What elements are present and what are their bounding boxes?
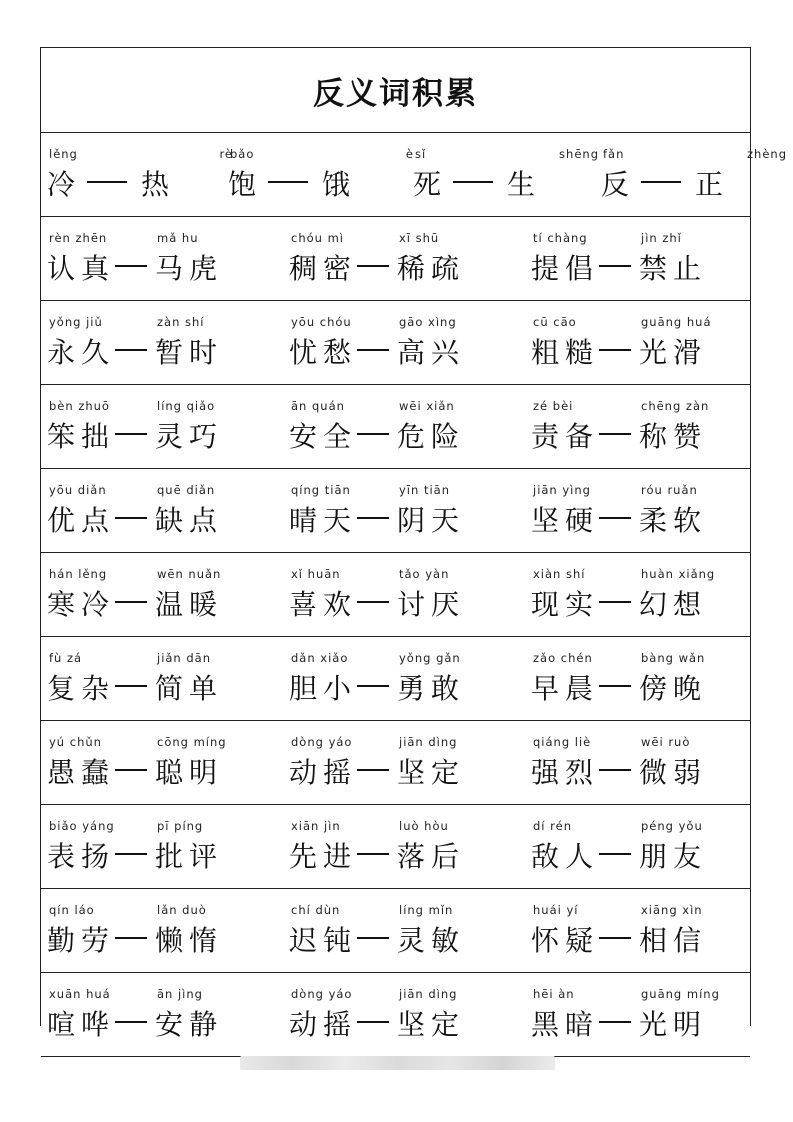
antonym-pair bbox=[289, 553, 529, 637]
hanzi-word-b: 饿 bbox=[322, 168, 357, 201]
hanzi-word-a: 敌人 bbox=[531, 840, 600, 873]
pinyin-word-b: péng yǒu bbox=[641, 819, 703, 833]
antonym-pair bbox=[289, 889, 529, 973]
hanzi-word-a: 优点 bbox=[47, 504, 116, 537]
hanzi-word-b: 光滑 bbox=[639, 336, 708, 369]
pinyin-word-a: bèn zhuō bbox=[49, 399, 110, 413]
antonym-dash bbox=[357, 685, 389, 687]
antonym-pair bbox=[47, 889, 287, 973]
antonym-row bbox=[41, 721, 750, 805]
antonym-pair bbox=[289, 637, 529, 721]
hanzi-word-a: 责备 bbox=[531, 420, 600, 453]
antonym-pair bbox=[228, 133, 418, 217]
pinyin-word-a: chí dùn bbox=[291, 903, 341, 917]
pinyin-word-a: lěng bbox=[49, 147, 78, 161]
hanzi-word-b: 勇敢 bbox=[397, 672, 466, 705]
hanzi-word-b: 落后 bbox=[397, 840, 466, 873]
pinyin-word-b: ān jìng bbox=[157, 987, 203, 1001]
hanzi-word-b: 禁止 bbox=[639, 252, 708, 285]
antonym-dash bbox=[599, 517, 631, 519]
pinyin-word-b: luò hòu bbox=[399, 819, 449, 833]
hanzi-word-b: 讨厌 bbox=[397, 588, 466, 621]
antonym-sheet bbox=[40, 47, 787, 1041]
hanzi-word-a: 提倡 bbox=[531, 252, 600, 285]
pinyin-word-a: chóu mì bbox=[291, 231, 344, 245]
antonym-pair bbox=[47, 217, 287, 301]
antonym-row bbox=[41, 553, 750, 637]
hanzi-word-a: 迟钝 bbox=[289, 924, 358, 957]
pinyin-word-a: tí chàng bbox=[533, 231, 588, 245]
pinyin-word-a: qiáng liè bbox=[533, 735, 592, 749]
antonym-pair bbox=[47, 385, 287, 469]
pinyin-word-b: wēn nuǎn bbox=[157, 567, 222, 581]
hanzi-word-a: 寒冷 bbox=[47, 588, 116, 621]
hanzi-word-b: 坚定 bbox=[397, 756, 466, 789]
antonym-dash bbox=[599, 433, 631, 435]
antonym-dash bbox=[115, 433, 147, 435]
antonym-dash bbox=[599, 349, 631, 351]
pinyin-word-b: huàn xiǎng bbox=[641, 567, 716, 581]
pinyin-word-a: jiān yìng bbox=[533, 483, 591, 497]
pinyin-word-a: huái yí bbox=[533, 903, 579, 917]
pinyin-word-a: dòng yáo bbox=[291, 987, 353, 1001]
antonym-pair bbox=[531, 721, 771, 805]
pinyin-word-a: hēi àn bbox=[533, 987, 575, 1001]
pinyin-word-b: guāng míng bbox=[641, 987, 720, 1001]
pinyin-word-b: wēi xiǎn bbox=[399, 399, 455, 413]
hanzi-word-b: 坚定 bbox=[397, 1008, 466, 1041]
antonym-dash bbox=[599, 265, 631, 267]
hanzi-word-a: 先进 bbox=[289, 840, 358, 873]
pinyin-word-a: cū cāo bbox=[533, 315, 577, 329]
pinyin-word-b: chēng zàn bbox=[641, 399, 710, 413]
pinyin-word-a: xǐ huān bbox=[291, 567, 341, 581]
hanzi-word-a: 动摇 bbox=[289, 1008, 358, 1041]
pinyin-word-b: yǒng gǎn bbox=[399, 651, 461, 665]
antonym-dash bbox=[87, 181, 127, 183]
antonym-pair bbox=[47, 721, 287, 805]
hanzi-word-b: 生 bbox=[507, 168, 542, 201]
antonym-dash bbox=[115, 349, 147, 351]
hanzi-word-b: 暂时 bbox=[155, 336, 224, 369]
antonym-dash bbox=[115, 517, 147, 519]
hanzi-word-a: 喜欢 bbox=[289, 588, 358, 621]
hanzi-word-b: 热 bbox=[141, 168, 176, 201]
hanzi-word-b: 批评 bbox=[155, 840, 224, 873]
antonym-row bbox=[41, 889, 750, 973]
pinyin-word-b: zhèng bbox=[747, 147, 787, 161]
pinyin-word-a: sǐ bbox=[415, 147, 427, 161]
hanzi-word-a: 饱 bbox=[228, 168, 263, 201]
hanzi-word-a: 怀疑 bbox=[531, 924, 600, 957]
hanzi-word-a: 喧哗 bbox=[47, 1008, 116, 1041]
pinyin-word-a: zé bèi bbox=[533, 399, 574, 413]
antonym-dash bbox=[599, 853, 631, 855]
antonym-pair bbox=[531, 805, 771, 889]
antonym-dash bbox=[641, 181, 681, 183]
antonym-pair bbox=[531, 553, 771, 637]
antonym-pair bbox=[289, 721, 529, 805]
hanzi-word-b: 正 bbox=[695, 168, 730, 201]
pinyin-word-a: ān quán bbox=[291, 399, 345, 413]
hanzi-word-b: 幻想 bbox=[639, 588, 708, 621]
antonym-pair bbox=[531, 301, 771, 385]
antonym-dash bbox=[115, 1021, 147, 1023]
hanzi-word-a: 愚蠢 bbox=[47, 756, 116, 789]
pinyin-word-b: jiǎn dān bbox=[157, 651, 212, 665]
hanzi-word-a: 粗糙 bbox=[531, 336, 600, 369]
pinyin-word-b: yīn tiān bbox=[399, 483, 450, 497]
antonym-pair bbox=[289, 217, 529, 301]
hanzi-word-a: 晴天 bbox=[289, 504, 358, 537]
hanzi-word-a: 认真 bbox=[47, 252, 116, 285]
hanzi-word-b: 灵巧 bbox=[155, 420, 224, 453]
hanzi-word-b: 危险 bbox=[397, 420, 466, 453]
pinyin-word-b: quē diǎn bbox=[157, 483, 216, 497]
antonym-row bbox=[41, 217, 750, 301]
pinyin-word-a: bǎo bbox=[230, 147, 255, 161]
antonym-dash bbox=[357, 1021, 389, 1023]
antonym-pair bbox=[47, 805, 287, 889]
hanzi-word-b: 温暖 bbox=[155, 588, 224, 621]
hanzi-word-a: 笨拙 bbox=[47, 420, 116, 453]
hanzi-word-b: 安静 bbox=[155, 1008, 224, 1041]
antonym-dash bbox=[599, 1021, 631, 1023]
antonym-pair bbox=[47, 469, 287, 553]
antonym-row bbox=[41, 385, 750, 469]
hanzi-word-a: 忧愁 bbox=[289, 336, 358, 369]
pinyin-word-b: guāng huá bbox=[641, 315, 712, 329]
hanzi-word-b: 高兴 bbox=[397, 336, 466, 369]
pinyin-word-b: jiān dìng bbox=[399, 735, 458, 749]
pinyin-word-a: xiān jìn bbox=[291, 819, 341, 833]
pinyin-word-b: bàng wǎn bbox=[641, 651, 706, 665]
antonym-pair bbox=[531, 217, 771, 301]
hanzi-word-b: 朋友 bbox=[639, 840, 708, 873]
hanzi-word-a: 表扬 bbox=[47, 840, 116, 873]
antonym-dash bbox=[453, 181, 493, 183]
pinyin-word-a: xiàn shí bbox=[533, 567, 586, 581]
pinyin-word-b: zàn shí bbox=[157, 315, 205, 329]
pinyin-word-b: róu ruǎn bbox=[641, 483, 698, 497]
hanzi-word-b: 稀疏 bbox=[397, 252, 466, 285]
pinyin-word-b: jìn zhǐ bbox=[641, 231, 682, 245]
hanzi-word-b: 微弱 bbox=[639, 756, 708, 789]
antonym-pair bbox=[531, 385, 771, 469]
pinyin-word-a: dí rén bbox=[533, 819, 572, 833]
antonym-dash bbox=[357, 433, 389, 435]
pinyin-word-a: xuān huá bbox=[49, 987, 111, 1001]
antonym-pair bbox=[289, 973, 529, 1057]
pinyin-word-a: dòng yáo bbox=[291, 735, 353, 749]
antonym-pair bbox=[289, 805, 529, 889]
pinyin-word-a: yú chǔn bbox=[49, 735, 102, 749]
hanzi-word-b: 称赞 bbox=[639, 420, 708, 453]
antonym-pair bbox=[531, 469, 771, 553]
antonym-pair bbox=[47, 133, 237, 217]
antonym-dash bbox=[115, 769, 147, 771]
antonym-dash bbox=[357, 853, 389, 855]
hanzi-word-a: 勤劳 bbox=[47, 924, 116, 957]
pinyin-word-a: zǎo chén bbox=[533, 651, 593, 665]
pinyin-word-b: líng mǐn bbox=[399, 903, 454, 917]
antonym-dash bbox=[357, 349, 389, 351]
antonym-row bbox=[41, 133, 787, 217]
pinyin-word-a: yōu diǎn bbox=[49, 483, 107, 497]
pinyin-word-b: tǎo yàn bbox=[399, 567, 450, 581]
antonym-row bbox=[41, 973, 750, 1057]
hanzi-word-b: 相信 bbox=[639, 924, 708, 957]
pinyin-word-a: dǎn xiǎo bbox=[291, 651, 349, 665]
antonym-dash bbox=[115, 601, 147, 603]
antonym-row bbox=[41, 469, 750, 553]
hanzi-word-b: 光明 bbox=[639, 1008, 708, 1041]
hanzi-word-b: 懒惰 bbox=[155, 924, 224, 957]
pinyin-word-a: hán lěng bbox=[49, 567, 108, 581]
antonym-dash bbox=[599, 685, 631, 687]
antonym-pair bbox=[47, 973, 287, 1057]
antonym-pair bbox=[601, 133, 791, 217]
antonym-dash bbox=[357, 937, 389, 939]
antonym-pair bbox=[413, 133, 603, 217]
pinyin-word-b: gāo xìng bbox=[399, 315, 457, 329]
pinyin-word-b: mǎ hu bbox=[157, 231, 199, 245]
antonym-pair bbox=[289, 301, 529, 385]
hanzi-word-a: 强烈 bbox=[531, 756, 600, 789]
hanzi-word-a: 坚硬 bbox=[531, 504, 600, 537]
hanzi-word-b: 柔软 bbox=[639, 504, 708, 537]
hanzi-word-a: 现实 bbox=[531, 588, 600, 621]
hanzi-word-b: 傍晚 bbox=[639, 672, 708, 705]
antonym-pair bbox=[531, 973, 771, 1057]
antonym-pair bbox=[47, 637, 287, 721]
pinyin-word-b: lǎn duò bbox=[157, 903, 207, 917]
antonym-pair bbox=[47, 553, 287, 637]
antonym-dash bbox=[357, 769, 389, 771]
hanzi-word-a: 早晨 bbox=[531, 672, 600, 705]
pinyin-word-b: xī shū bbox=[399, 231, 440, 245]
pinyin-word-a: yǒng jiǔ bbox=[49, 315, 103, 329]
blurred-footer-watermark bbox=[240, 1056, 555, 1070]
hanzi-word-a: 复杂 bbox=[47, 672, 116, 705]
antonym-dash bbox=[115, 265, 147, 267]
hanzi-word-b: 马虎 bbox=[155, 252, 224, 285]
hanzi-word-a: 黑暗 bbox=[531, 1008, 600, 1041]
pinyin-word-a: yōu chóu bbox=[291, 315, 352, 329]
antonym-dash bbox=[268, 181, 308, 183]
antonym-dash bbox=[357, 601, 389, 603]
hanzi-word-a: 反 bbox=[601, 168, 636, 201]
hanzi-word-a: 稠密 bbox=[289, 252, 358, 285]
antonym-pair bbox=[531, 889, 771, 973]
page-title: 反义词积累 bbox=[41, 48, 750, 133]
antonym-dash bbox=[599, 937, 631, 939]
pinyin-word-b: rè bbox=[219, 147, 233, 161]
antonym-table bbox=[41, 133, 787, 1057]
antonym-pair bbox=[531, 637, 771, 721]
pinyin-word-b: è bbox=[405, 147, 414, 161]
pinyin-word-b: shēng bbox=[559, 147, 599, 161]
antonym-dash bbox=[115, 853, 147, 855]
hanzi-word-a: 冷 bbox=[47, 168, 82, 201]
pinyin-word-b: wēi ruò bbox=[641, 735, 691, 749]
antonym-dash bbox=[599, 601, 631, 603]
antonym-row bbox=[41, 301, 750, 385]
pinyin-word-a: fù zá bbox=[49, 651, 83, 665]
hanzi-word-b: 灵敏 bbox=[397, 924, 466, 957]
antonym-pair bbox=[289, 469, 529, 553]
antonym-pair bbox=[47, 301, 287, 385]
pinyin-word-b: pī píng bbox=[157, 819, 204, 833]
pinyin-word-a: qín láo bbox=[49, 903, 95, 917]
antonym-row bbox=[41, 805, 750, 889]
hanzi-word-a: 胆小 bbox=[289, 672, 358, 705]
antonym-dash bbox=[599, 769, 631, 771]
pinyin-word-b: líng qiǎo bbox=[157, 399, 216, 413]
antonym-row bbox=[41, 637, 750, 721]
pinyin-word-a: biǎo yáng bbox=[49, 819, 115, 833]
antonym-dash bbox=[357, 265, 389, 267]
hanzi-word-a: 永久 bbox=[47, 336, 116, 369]
pinyin-word-b: xiāng xìn bbox=[641, 903, 703, 917]
hanzi-word-a: 死 bbox=[413, 168, 448, 201]
antonym-dash bbox=[115, 937, 147, 939]
hanzi-word-b: 聪明 bbox=[155, 756, 224, 789]
antonym-pair bbox=[289, 385, 529, 469]
pinyin-word-a: rèn zhēn bbox=[49, 231, 108, 245]
antonym-dash bbox=[357, 517, 389, 519]
antonym-dash bbox=[115, 685, 147, 687]
pinyin-word-a: fǎn bbox=[603, 147, 625, 161]
pinyin-word-a: qíng tiān bbox=[291, 483, 351, 497]
hanzi-word-b: 简单 bbox=[155, 672, 224, 705]
hanzi-word-b: 缺点 bbox=[155, 504, 224, 537]
hanzi-word-a: 安全 bbox=[289, 420, 358, 453]
pinyin-word-b: cōng míng bbox=[157, 735, 227, 749]
hanzi-word-b: 阴天 bbox=[397, 504, 466, 537]
pinyin-word-b: jiān dìng bbox=[399, 987, 458, 1001]
hanzi-word-a: 动摇 bbox=[289, 756, 358, 789]
